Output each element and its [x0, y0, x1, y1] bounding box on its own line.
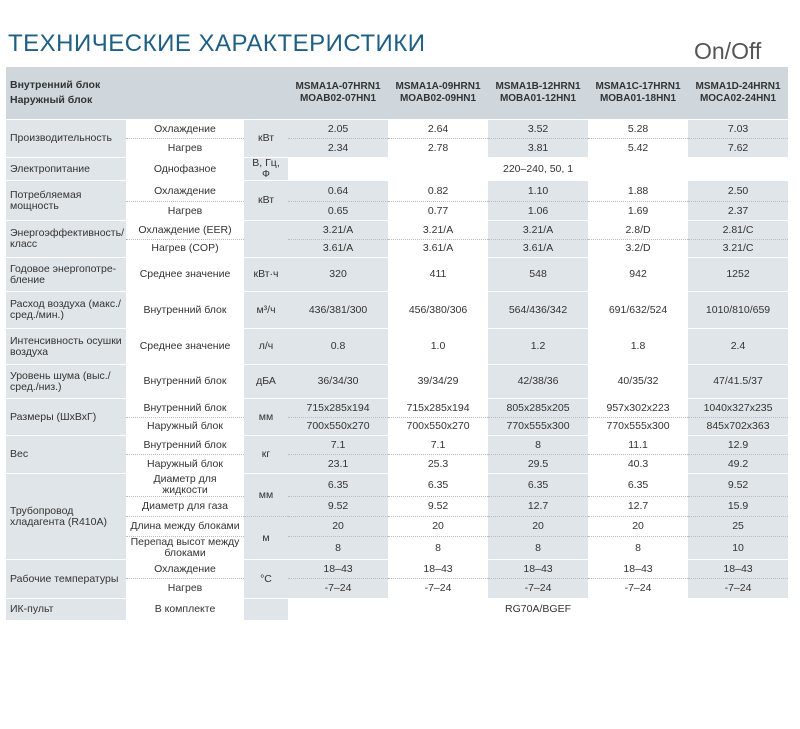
unit-label: В, Гц, Ф — [244, 158, 288, 181]
unit-label: дБА — [244, 365, 288, 399]
value-cell: 40/35/32 — [588, 365, 688, 399]
value-cell: 700x550x270 — [388, 418, 488, 436]
sub-label: Диаметр для газа — [126, 497, 244, 517]
value-cell: 3.21/A — [488, 221, 588, 240]
category-label: Рабочие температуры — [6, 560, 126, 599]
value-cell: 715x285x194 — [288, 399, 388, 418]
sub-label: Среднее значение — [126, 258, 244, 292]
value-cell: 1.8 — [588, 329, 688, 365]
value-cell: 0.77 — [388, 202, 488, 221]
value-cell: 12.7 — [588, 497, 688, 517]
category-label: Электропитание — [6, 158, 126, 181]
value-cell: 3.21/A — [288, 221, 388, 240]
outdoor-model: MOBA01-18HN1 — [599, 93, 677, 104]
sub-label: Перепад высот между блоками — [126, 537, 244, 560]
spec-table — [6, 67, 788, 620]
value-cell: 0.64 — [288, 181, 388, 202]
sub-label: Охлаждение — [126, 120, 244, 139]
value-cell: 3.52 — [488, 120, 588, 139]
value-cell: 36/34/30 — [288, 365, 388, 399]
sub-label: Длина между блоками — [126, 517, 244, 537]
value-cell: 9.52 — [388, 497, 488, 517]
value-cell: 2.50 — [688, 181, 788, 202]
value-cell: 47/41.5/37 — [688, 365, 788, 399]
category-label: Производительность — [6, 120, 126, 158]
value-cell: 3.61/A — [388, 240, 488, 258]
unit-label: м — [244, 517, 288, 560]
model-header — [488, 67, 588, 120]
spec-row — [6, 292, 788, 329]
sub-label: Нагрев — [126, 202, 244, 221]
value-cell: -7–24 — [588, 579, 688, 599]
value-cell: 7.03 — [688, 120, 788, 139]
unit-label: мм — [244, 474, 288, 517]
value-cell: 3.81 — [488, 139, 588, 158]
value-cell: 8 — [388, 537, 488, 560]
model-header — [588, 67, 688, 120]
value-cell: 42/38/36 — [488, 365, 588, 399]
value-cell: 770x555x300 — [588, 418, 688, 436]
value-cell: 18–43 — [488, 560, 588, 579]
sub-label: Однофазное — [126, 158, 244, 181]
sub-label: Наружный блок — [126, 455, 244, 474]
value-cell: 3.2/D — [588, 240, 688, 258]
unit-label — [244, 221, 288, 258]
model-header — [388, 67, 488, 120]
value-cell: 18–43 — [288, 560, 388, 579]
model-header — [688, 67, 788, 120]
sub-label: Охлаждение — [126, 181, 244, 202]
value-cell: 6.35 — [288, 474, 388, 497]
value-cell: 3.21/A — [388, 221, 488, 240]
sub-label: Среднее значение — [126, 329, 244, 365]
sub-label: Внутренний блок — [126, 365, 244, 399]
sub-label: Внутренний блок — [126, 292, 244, 329]
value-cell: -7–24 — [488, 579, 588, 599]
unit-label: кВт — [244, 181, 288, 221]
sub-label: Внутренний блок — [126, 399, 244, 418]
value-cell: 564/436/342 — [488, 292, 588, 329]
value-cell: 6.35 — [488, 474, 588, 497]
corner-indoor-label: Внутренний блок — [10, 79, 101, 91]
value-cell: -7–24 — [388, 579, 488, 599]
unit-label: м³/ч — [244, 292, 288, 329]
category-label: ИК-пульт — [6, 599, 126, 620]
sub-label: Охлаждение (EER) — [126, 221, 244, 240]
value-cell: 845x702x363 — [688, 418, 788, 436]
sub-label: Диаметр для жидкости — [126, 474, 244, 497]
outdoor-model: MOAB02-07HN1 — [299, 93, 377, 104]
value-cell: 320 — [288, 258, 388, 292]
value-cell: 39/34/29 — [388, 365, 488, 399]
unit-label: кг — [244, 436, 288, 474]
merged-value: 220–240, 50, 1 — [288, 158, 788, 181]
value-cell: 40.3 — [588, 455, 688, 474]
value-cell: 20 — [488, 517, 588, 537]
value-cell: 23.1 — [288, 455, 388, 474]
value-cell: 2.78 — [388, 139, 488, 158]
value-cell: 8 — [588, 537, 688, 560]
value-cell: 3.21/C — [688, 240, 788, 258]
value-cell: 1.0 — [388, 329, 488, 365]
value-cell: 12.7 — [488, 497, 588, 517]
value-cell: 957x302x223 — [588, 399, 688, 418]
indoor-model: MSMA1B-12HRN1 — [495, 81, 581, 92]
sub-label: Нагрев (COP) — [126, 240, 244, 258]
value-cell: 3.61/A — [488, 240, 588, 258]
spec-row — [6, 365, 788, 399]
category-label: Трубопровод хладагента (R410A) — [6, 474, 126, 560]
corner-outdoor-label: Наружный блок — [10, 94, 93, 106]
outdoor-model: MOCA02-24HN1 — [699, 93, 777, 104]
value-cell: 2.81/C — [688, 221, 788, 240]
sub-label: Наружный блок — [126, 418, 244, 436]
value-cell: 1.69 — [588, 202, 688, 221]
value-cell: 20 — [288, 517, 388, 537]
indoor-model: MSMA1A-07HRN1 — [295, 81, 381, 92]
spec-row — [6, 221, 788, 240]
unit-label: мм — [244, 399, 288, 436]
unit-label: кВт·ч — [244, 258, 288, 292]
value-cell: 1.06 — [488, 202, 588, 221]
value-cell: 25 — [688, 517, 788, 537]
value-cell: 18–43 — [688, 560, 788, 579]
value-cell: 9.52 — [288, 497, 388, 517]
category-label: Размеры (ШхВхГ) — [6, 399, 126, 436]
spec-row — [6, 120, 788, 139]
value-cell: 436/381/300 — [288, 292, 388, 329]
value-cell: 0.82 — [388, 181, 488, 202]
indoor-model: MSMA1C-17HRN1 — [595, 81, 681, 92]
value-cell: 411 — [388, 258, 488, 292]
value-cell: 691/632/524 — [588, 292, 688, 329]
spec-row — [6, 158, 788, 181]
sub-label: Охлаждение — [126, 560, 244, 579]
value-cell: 456/380/306 — [388, 292, 488, 329]
value-cell: 548 — [488, 258, 588, 292]
category-label: Энергоэффективность/ класс — [6, 221, 126, 258]
outdoor-model: MOAB02-09HN1 — [399, 93, 477, 104]
value-cell: 6.35 — [588, 474, 688, 497]
value-cell: 715x285x194 — [388, 399, 488, 418]
value-cell: 2.4 — [688, 329, 788, 365]
value-cell: 12.9 — [688, 436, 788, 455]
value-cell: 770x555x300 — [488, 418, 588, 436]
sub-label: Нагрев — [126, 579, 244, 599]
value-cell: 18–43 — [588, 560, 688, 579]
value-cell: -7–24 — [288, 579, 388, 599]
model-header — [288, 67, 388, 120]
value-cell: 2.05 — [288, 120, 388, 139]
spec-row — [6, 560, 788, 579]
value-cell: 20 — [388, 517, 488, 537]
value-cell: 49.2 — [688, 455, 788, 474]
value-cell: 3.61/A — [288, 240, 388, 258]
header-row — [6, 67, 788, 120]
value-cell: 942 — [588, 258, 688, 292]
corner-cell — [6, 67, 288, 120]
spec-row — [6, 399, 788, 418]
value-cell: 2.37 — [688, 202, 788, 221]
value-cell: 29.5 — [488, 455, 588, 474]
spec-row — [6, 329, 788, 365]
value-cell: 8 — [488, 436, 588, 455]
spec-row — [6, 474, 788, 497]
value-cell: 1010/810/659 — [688, 292, 788, 329]
value-cell: 11.1 — [588, 436, 688, 455]
category-label: Вес — [6, 436, 126, 474]
value-cell: 2.8/D — [588, 221, 688, 240]
category-label: Интенсивность осушки воздуха — [6, 329, 126, 365]
mode-badge: On/Off — [694, 38, 762, 64]
category-label: Потребляемая мощность — [6, 181, 126, 221]
value-cell: 2.64 — [388, 120, 488, 139]
value-cell: 7.1 — [288, 436, 388, 455]
value-cell: 15.9 — [688, 497, 788, 517]
category-label: Уровень шума (выс./сред./низ.) — [6, 365, 126, 399]
value-cell: 5.42 — [588, 139, 688, 158]
value-cell: 8 — [288, 537, 388, 560]
spec-row — [6, 599, 788, 620]
value-cell: 18–43 — [388, 560, 488, 579]
value-cell: 10 — [688, 537, 788, 560]
outdoor-model: MOBA01-12HN1 — [499, 93, 577, 104]
value-cell: 8 — [488, 537, 588, 560]
unit-label — [244, 599, 288, 620]
indoor-model: MSMA1D-24HRN1 — [695, 81, 781, 92]
spec-row — [6, 181, 788, 202]
category-label: Расход воздуха (макс./сред./мин.) — [6, 292, 126, 329]
value-cell: 0.65 — [288, 202, 388, 221]
value-cell: 7.1 — [388, 436, 488, 455]
value-cell: -7–24 — [688, 579, 788, 599]
value-cell: 700x550x270 — [288, 418, 388, 436]
value-cell: 2.34 — [288, 139, 388, 158]
unit-label: кВт — [244, 120, 288, 158]
sub-label: Нагрев — [126, 139, 244, 158]
merged-value: RG70A/BGEF — [288, 599, 788, 620]
value-cell: 805x285x205 — [488, 399, 588, 418]
value-cell: 1.10 — [488, 181, 588, 202]
value-cell: 1040x327x235 — [688, 399, 788, 418]
value-cell: 25.3 — [388, 455, 488, 474]
value-cell: 20 — [588, 517, 688, 537]
indoor-model: MSMA1A-09HRN1 — [395, 81, 481, 92]
unit-label: л/ч — [244, 329, 288, 365]
sub-label: Внутренний блок — [126, 436, 244, 455]
spec-row — [6, 258, 788, 292]
value-cell: 6.35 — [388, 474, 488, 497]
category-label: Годовое энергопотре-бление — [6, 258, 126, 292]
value-cell: 7.62 — [688, 139, 788, 158]
page-title: ТЕХНИЧЕСКИЕ ХАРАКТЕРИСТИКИ — [8, 30, 426, 57]
value-cell: 1.2 — [488, 329, 588, 365]
value-cell: 9.52 — [688, 474, 788, 497]
sub-label: В комплекте — [126, 599, 244, 620]
value-cell: 1.88 — [588, 181, 688, 202]
unit-label: °С — [244, 560, 288, 599]
value-cell: 1252 — [688, 258, 788, 292]
spec-row — [6, 436, 788, 455]
value-cell: 5.28 — [588, 120, 688, 139]
value-cell: 0.8 — [288, 329, 388, 365]
